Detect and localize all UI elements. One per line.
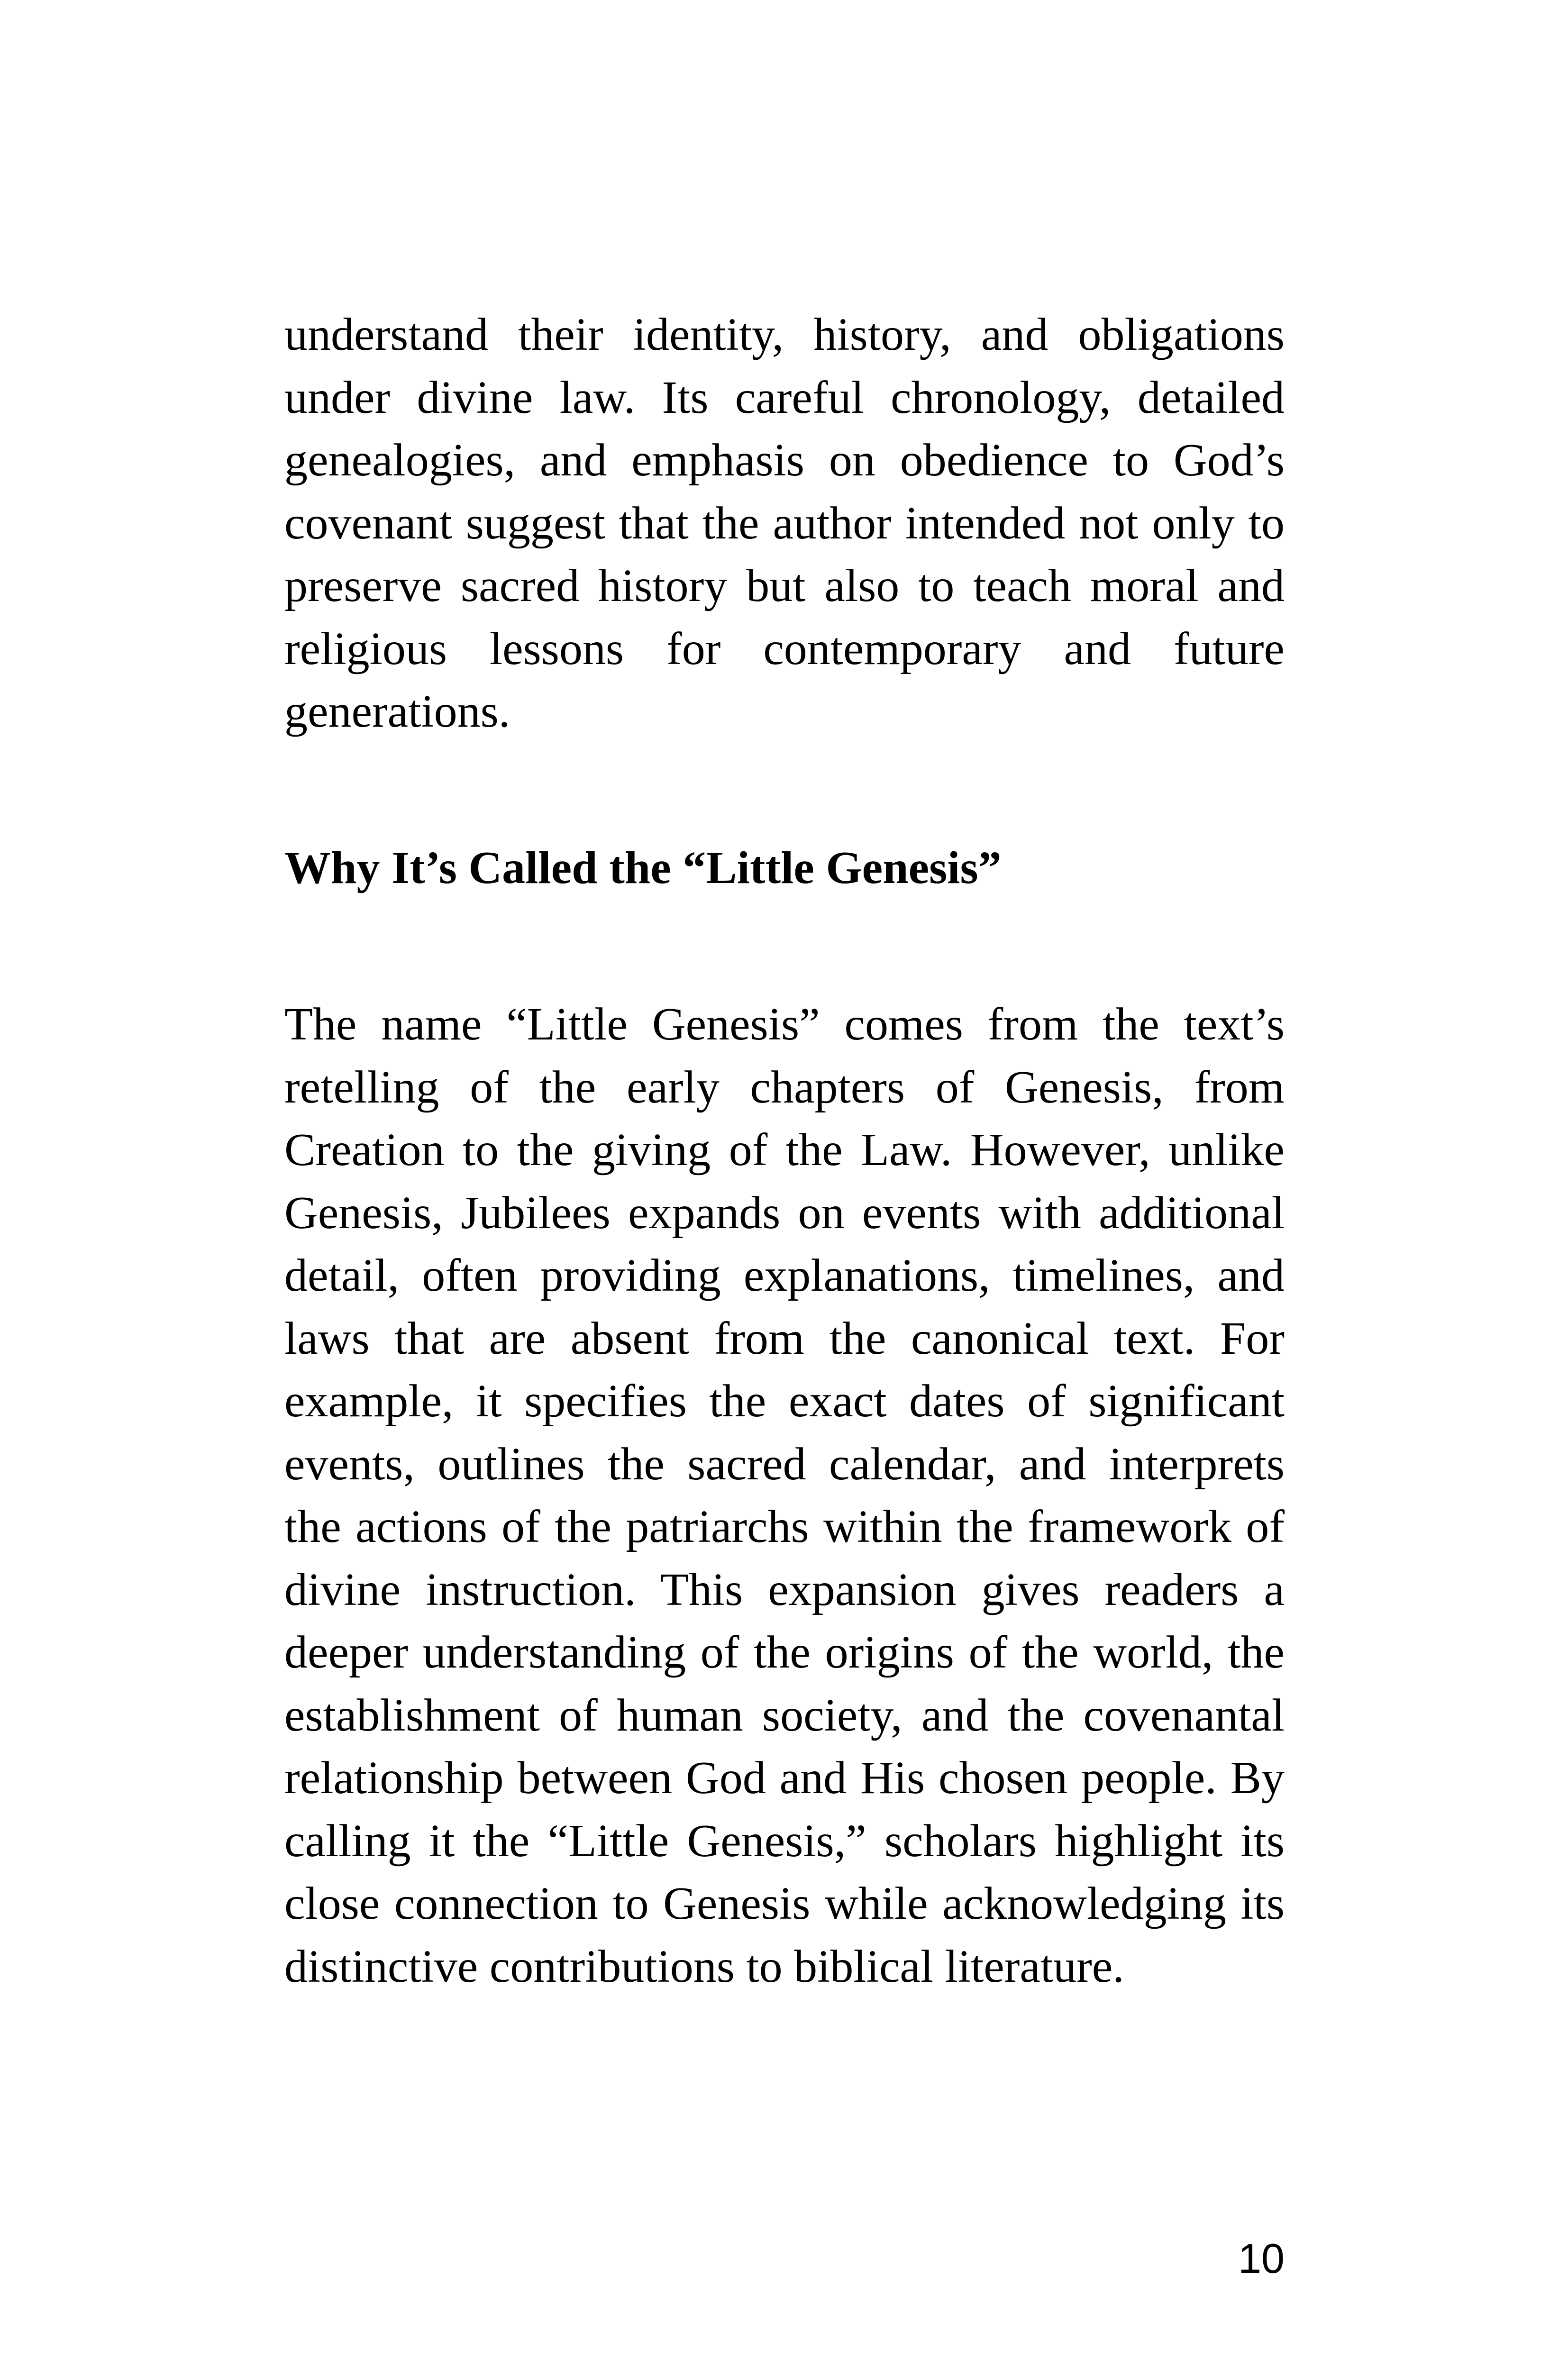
- section-heading: Why It’s Called the “Little Genesis”: [284, 842, 1002, 893]
- body-paragraph: The name “Little Genesis” comes from the text’s retelling of the early chapters of Genesis, from Creation to the giving of the Law. However, unlike Genesis, Jubilees expands on events with additional detail, often providing explanations, timelines, and laws that are absent from the canonical text. For example, it specifies the exact dates of significant events, outlines the sacred calendar, and interprets the actions of the patriarchs within the framework of divine instruction. This expansion gives readers a deeper understanding of the origins of the world, the establishment of human society, and the covenantal relationship between God and His chosen people. By calling it the “Little Genesis,” scholars highlight its close connection to Genesis while acknowledging its distinctive contributions to biblical literature.: [284, 999, 1285, 1992]
- page-number: 10: [1238, 2235, 1285, 2282]
- body-paragraph-continuation: understand their identity, history, and obligations under divine law. Its careful chronology, detailed genealogies, and emphasis on obedience to God’s covenant suggest that the author intended not only to preserve sacred history but also to teach moral and religious lessons for contemporary and future generations.: [284, 309, 1285, 737]
